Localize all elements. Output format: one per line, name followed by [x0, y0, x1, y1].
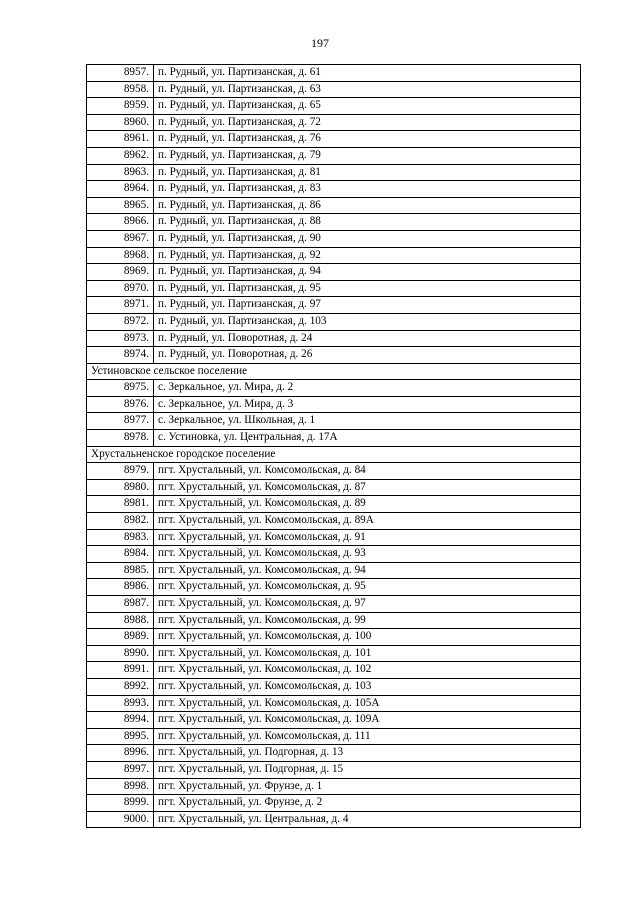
- table-row: [87, 612, 581, 629]
- table-row: [87, 662, 581, 679]
- row-address: пгт. Хрустальный, ул. Комсомольская, д. 91: [154, 529, 581, 546]
- row-number: 8996.: [87, 745, 154, 762]
- address-registry-body: [87, 65, 581, 828]
- table-row: [87, 546, 581, 563]
- row-number: 8995.: [87, 728, 154, 745]
- row-address: п. Рудный, ул. Партизанская, д. 63: [154, 81, 581, 98]
- table-row: [87, 264, 581, 281]
- table-row: [87, 728, 581, 745]
- table-row: [87, 330, 581, 347]
- row-address: п. Рудный, ул. Партизанская, д. 94: [154, 264, 581, 281]
- row-number: 9000.: [87, 811, 154, 828]
- row-number: 8969.: [87, 264, 154, 281]
- row-address: п. Рудный, ул. Партизанская, д. 61: [154, 65, 581, 82]
- row-number: 8970.: [87, 280, 154, 297]
- section-heading: Устиновское сельское поселение: [87, 363, 581, 380]
- row-address: п. Рудный, ул. Поворотная, д. 26: [154, 347, 581, 364]
- table-row: [87, 596, 581, 613]
- section-heading-row: [87, 363, 581, 380]
- row-address: пгт. Хрустальный, ул. Комсомольская, д. 102: [154, 662, 581, 679]
- table-row: [87, 778, 581, 795]
- table-row: [87, 645, 581, 662]
- row-address: пгт. Хрустальный, ул. Комсомольская, д. 105А: [154, 695, 581, 712]
- row-number: 8978.: [87, 430, 154, 447]
- section-heading-row: [87, 446, 581, 463]
- page-number: 197: [311, 36, 329, 50]
- table-row: [87, 479, 581, 496]
- table-row: [87, 297, 581, 314]
- row-address: пгт. Хрустальный, ул. Комсомольская, д. 84: [154, 463, 581, 480]
- row-number: 8965.: [87, 197, 154, 214]
- row-address: пгт. Хрустальный, ул. Комсомольская, д. 109А: [154, 712, 581, 729]
- row-number: 8992.: [87, 678, 154, 695]
- row-number: 8963.: [87, 164, 154, 181]
- row-number: 8981.: [87, 496, 154, 513]
- row-number: 8973.: [87, 330, 154, 347]
- row-address: п. Рудный, ул. Партизанская, д. 95: [154, 280, 581, 297]
- table-row: [87, 496, 581, 513]
- table-row: [87, 247, 581, 264]
- row-number: 8957.: [87, 65, 154, 82]
- table-row: [87, 579, 581, 596]
- row-address: пгт. Хрустальный, ул. Комсомольская, д. 94: [154, 562, 581, 579]
- row-number: 8998.: [87, 778, 154, 795]
- row-number: 8985.: [87, 562, 154, 579]
- row-address: пгт. Хрустальный, ул. Комсомольская, д. 87: [154, 479, 581, 496]
- row-number: 8999.: [87, 795, 154, 812]
- row-address: п. Рудный, ул. Партизанская, д. 103: [154, 313, 581, 330]
- table-row: [87, 197, 581, 214]
- table-row: [87, 761, 581, 778]
- row-number: 8997.: [87, 761, 154, 778]
- row-address: п. Рудный, ул. Партизанская, д. 72: [154, 114, 581, 131]
- table-row: [87, 712, 581, 729]
- row-number: 8984.: [87, 546, 154, 563]
- table-row: [87, 347, 581, 364]
- row-address: п. Рудный, ул. Поворотная, д. 24: [154, 330, 581, 347]
- table-row: [87, 430, 581, 447]
- row-address: п. Рудный, ул. Партизанская, д. 81: [154, 164, 581, 181]
- row-number: 8987.: [87, 596, 154, 613]
- row-address: пгт. Хрустальный, ул. Комсомольская, д. 89: [154, 496, 581, 513]
- table-row: [87, 280, 581, 297]
- row-number: 8977.: [87, 413, 154, 430]
- row-address: пгт. Хрустальный, ул. Комсомольская, д. 103: [154, 678, 581, 695]
- table-row: [87, 413, 581, 430]
- table-row: [87, 795, 581, 812]
- table-row: [87, 811, 581, 828]
- row-number: 8960.: [87, 114, 154, 131]
- row-address: пгт. Хрустальный, ул. Комсомольская, д. 89А: [154, 513, 581, 530]
- row-number: 8962.: [87, 147, 154, 164]
- row-address: с. Устиновка, ул. Центральная, д. 17А: [154, 430, 581, 447]
- row-number: 8961.: [87, 131, 154, 148]
- row-number: 8959.: [87, 98, 154, 115]
- row-address: с. Зеркальное, ул. Мира, д. 2: [154, 380, 581, 397]
- row-address: пгт. Хрустальный, ул. Комсомольская, д. 100: [154, 629, 581, 646]
- address-registry-table: [86, 64, 581, 828]
- row-number: 8988.: [87, 612, 154, 629]
- table-row: [87, 396, 581, 413]
- row-address: пгт. Хрустальный, ул. Комсомольская, д. 95: [154, 579, 581, 596]
- row-number: 8990.: [87, 645, 154, 662]
- row-number: 8983.: [87, 529, 154, 546]
- table-row: [87, 562, 581, 579]
- row-address: п. Рудный, ул. Партизанская, д. 88: [154, 214, 581, 231]
- row-address: пгт. Хрустальный, ул. Комсомольская, д. 101: [154, 645, 581, 662]
- table-row: [87, 131, 581, 148]
- table-row: [87, 463, 581, 480]
- table-row: [87, 629, 581, 646]
- row-number: 8976.: [87, 396, 154, 413]
- row-address: пгт. Хрустальный, ул. Центральная, д. 4: [154, 811, 581, 828]
- row-number: 8989.: [87, 629, 154, 646]
- row-number: 8994.: [87, 712, 154, 729]
- row-address: пгт. Хрустальный, ул. Подгорная, д. 15: [154, 761, 581, 778]
- section-heading: Хрустальненское городское поселение: [87, 446, 581, 463]
- row-address: пгт. Хрустальный, ул. Фрунзе, д. 2: [154, 795, 581, 812]
- row-address: п. Рудный, ул. Партизанская, д. 83: [154, 181, 581, 198]
- row-number: 8986.: [87, 579, 154, 596]
- table-row: [87, 745, 581, 762]
- row-address: с. Зеркальное, ул. Мира, д. 3: [154, 396, 581, 413]
- table-row: [87, 164, 581, 181]
- row-number: 8967.: [87, 230, 154, 247]
- table-row: [87, 98, 581, 115]
- table-row: [87, 695, 581, 712]
- table-row: [87, 230, 581, 247]
- row-number: 8964.: [87, 181, 154, 198]
- table-row: [87, 65, 581, 82]
- table-row: [87, 380, 581, 397]
- table-row: [87, 529, 581, 546]
- row-number: 8982.: [87, 513, 154, 530]
- row-number: 8971.: [87, 297, 154, 314]
- row-address: пгт. Хрустальный, ул. Фрунзе, д. 1: [154, 778, 581, 795]
- row-number: 8975.: [87, 380, 154, 397]
- row-number: 8979.: [87, 463, 154, 480]
- table-row: [87, 181, 581, 198]
- table-row: [87, 81, 581, 98]
- table-row: [87, 513, 581, 530]
- row-number: 8993.: [87, 695, 154, 712]
- row-address: пгт. Хрустальный, ул. Подгорная, д. 13: [154, 745, 581, 762]
- table-row: [87, 313, 581, 330]
- table-row: [87, 114, 581, 131]
- row-number: 8980.: [87, 479, 154, 496]
- table-row: [87, 214, 581, 231]
- row-address: пгт. Хрустальный, ул. Комсомольская, д. 99: [154, 612, 581, 629]
- row-address: с. Зеркальное, ул. Школьная, д. 1: [154, 413, 581, 430]
- row-address: пгт. Хрустальный, ул. Комсомольская, д. 111: [154, 728, 581, 745]
- row-number: 8991.: [87, 662, 154, 679]
- row-address: п. Рудный, ул. Партизанская, д. 97: [154, 297, 581, 314]
- row-number: 8966.: [87, 214, 154, 231]
- row-address: п. Рудный, ул. Партизанская, д. 79: [154, 147, 581, 164]
- row-number: 8958.: [87, 81, 154, 98]
- table-row: [87, 147, 581, 164]
- row-number: 8974.: [87, 347, 154, 364]
- row-address: п. Рудный, ул. Партизанская, д. 90: [154, 230, 581, 247]
- row-address: п. Рудный, ул. Партизанская, д. 76: [154, 131, 581, 148]
- row-address: п. Рудный, ул. Партизанская, д. 92: [154, 247, 581, 264]
- row-address: пгт. Хрустальный, ул. Комсомольская, д. 93: [154, 546, 581, 563]
- row-address: п. Рудный, ул. Партизанская, д. 86: [154, 197, 581, 214]
- table-row: [87, 678, 581, 695]
- row-number: 8968.: [87, 247, 154, 264]
- row-address: п. Рудный, ул. Партизанская, д. 65: [154, 98, 581, 115]
- row-number: 8972.: [87, 313, 154, 330]
- row-address: пгт. Хрустальный, ул. Комсомольская, д. 97: [154, 596, 581, 613]
